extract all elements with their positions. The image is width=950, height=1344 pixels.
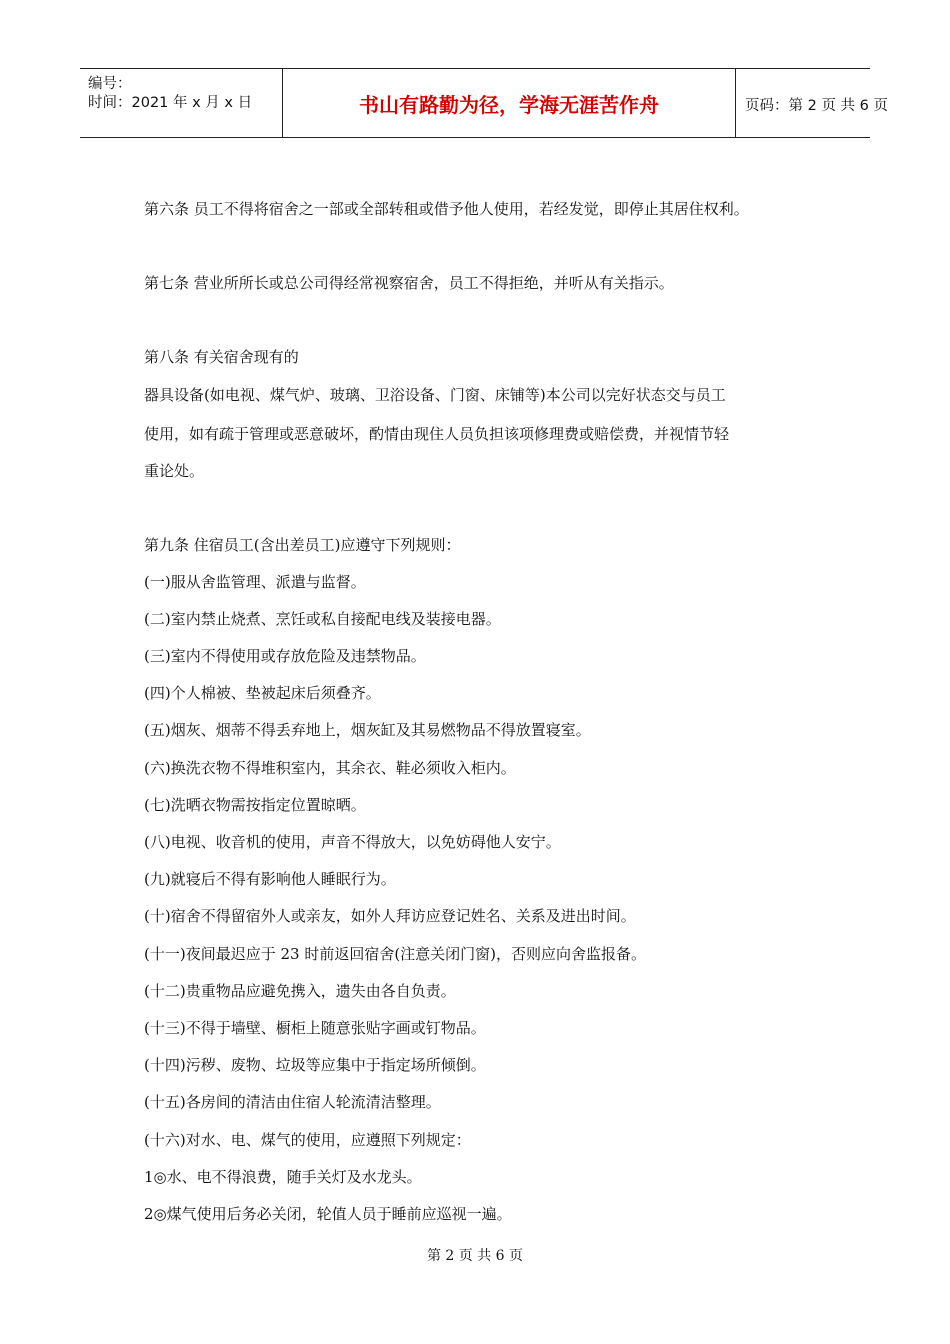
article-8-line: 使用，如有疏于管理或恶意破坏，酌情由现住人员负担该项修理费或赔偿费，并视情节轻 bbox=[144, 425, 730, 443]
rule-item: (十四)污秽、废物、垃圾等应集中于指定场所倾倒。 bbox=[144, 1056, 486, 1074]
header-mid-cell bbox=[282, 69, 736, 137]
sub-rule-item: 1◎水、电不得浪费，随手关灯及水龙头。 bbox=[144, 1168, 422, 1186]
rule-item: (二)室内禁止烧煮、烹饪或私自接配电线及装接电器。 bbox=[144, 610, 501, 628]
rule-item: (十三)不得于墙壁、橱柜上随意张贴字画或钉物品。 bbox=[144, 1019, 486, 1037]
rule-item: (九)就寝后不得有影响他人睡眠行为。 bbox=[144, 870, 396, 888]
rule-item: (十)宿舍不得留宿外人或亲友，如外人拜访应登记姓名、关系及进出时间。 bbox=[144, 907, 636, 925]
rule-item: (十五)各房间的清洁由住宿人轮流清洁整理。 bbox=[144, 1093, 441, 1111]
header-motto: 书山有路勤为径，学海无涯苦作舟 bbox=[359, 93, 659, 117]
serial-label: 编号： bbox=[88, 76, 132, 92]
rule-item: (四)个人棉被、垫被起床后须叠齐。 bbox=[144, 684, 381, 702]
rule-item: (十六)对水、电、煤气的使用，应遵照下列规定： bbox=[144, 1131, 471, 1149]
header-left-cell bbox=[80, 69, 282, 137]
rule-item: (五)烟灰、烟蒂不得丢弃地上，烟灰缸及其易燃物品不得放置寝室。 bbox=[144, 721, 591, 739]
rule-item: (三)室内不得使用或存放危险及违禁物品。 bbox=[144, 647, 426, 665]
rule-item: (一)服从舍监管理、派遣与监督。 bbox=[144, 573, 366, 591]
article-8-line: 重论处。 bbox=[144, 462, 205, 480]
rule-item: (七)洗晒衣物需按指定位置晾晒。 bbox=[144, 796, 366, 814]
sub-rule-item: 2◎煤气使用后务必关闭，轮值人员于睡前应巡视一遍。 bbox=[144, 1205, 512, 1223]
rule-item: (八)电视、收音机的使用，声音不得放大，以免妨碍他人安宁。 bbox=[144, 833, 561, 851]
page-footer: 第 2 页 共 6 页 bbox=[426, 1248, 524, 1264]
page-header bbox=[80, 68, 888, 138]
rule-item: (六)换洗衣物不得堆积室内，其余衣、鞋必须收入柜内。 bbox=[144, 759, 516, 777]
article-8-line: 器具设备(如电视、煤气炉、玻璃、卫浴设备、门窗、床铺等)本公司以完好状态交与员工 bbox=[144, 386, 726, 404]
article-8-heading: 第八条 有关宿舍现有的 bbox=[144, 348, 299, 366]
article-9-heading: 第九条 住宿员工(含出差员工)应遵守下列规则： bbox=[144, 536, 461, 554]
rule-item: (十二)贵重物品应避免携入，遗失由各自负责。 bbox=[144, 982, 456, 1000]
date-line: 时间：2021 年 x 月 x 日 bbox=[88, 95, 253, 111]
article-7: 第七条 营业所所长或总公司得经常视察宿舍，员工不得拒绝，并听从有关指示。 bbox=[144, 274, 674, 292]
header-page-info: 页码：第 2 页 共 6 页 bbox=[745, 98, 888, 114]
article-6: 第六条 员工不得将宿舍之一部或全部转租或借予他人使用，若经发觉，即停止其居住权利。 bbox=[144, 200, 749, 218]
header-right-cell bbox=[735, 69, 888, 137]
rule-item: (十一)夜间最迟应于 23 时前返回宿舍(注意关闭门窗)，否则应向舍监报备。 bbox=[144, 945, 647, 963]
